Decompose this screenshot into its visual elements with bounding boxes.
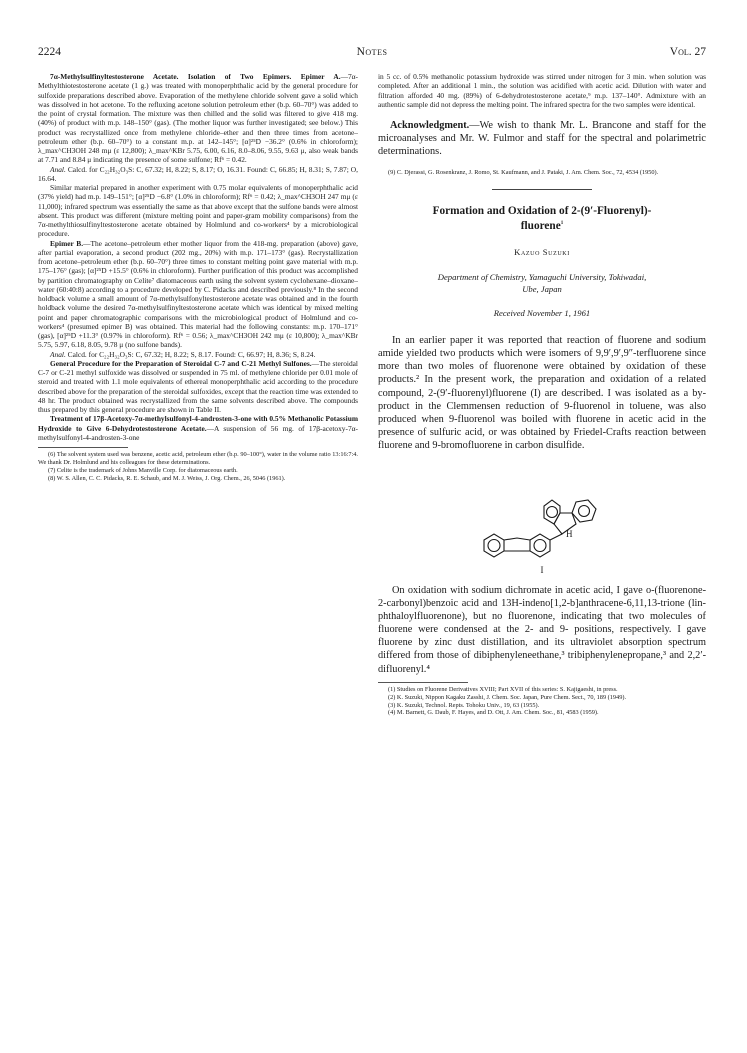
paragraph-epimer-a	[38, 72, 358, 165]
author: Kazuo Suzuki	[514, 246, 570, 257]
ack-heading: Acknowledgment.	[390, 120, 470, 131]
paragraph-epimer-b	[38, 239, 358, 350]
five-membered-ring	[554, 513, 576, 534]
footnote-9: (9) C. Djerassi, G. Rosenkranz, J. Romo, St. Kaufmann, and J. Pataki, J. Am. Chem. Soc., 72, 4534 (1950).	[388, 168, 659, 176]
left-column	[38, 72, 358, 483]
affiliation	[378, 271, 706, 295]
ack-text: —We wish to thank Mr. L. Brancone and staff for the microanalyses and Mr. W. Fulmor and staff for the spectral and polarimetric determinations.	[378, 120, 706, 158]
subheading-part: Isolation of Two Epimers. Epimer A.	[187, 72, 341, 81]
footnote-3: (3) K. Suzuki, Technol. Repts. Tohoku Univ., 19, 63 (1955).	[388, 701, 540, 709]
benzene-ring	[530, 534, 550, 557]
aromatic-circle	[488, 540, 500, 552]
anal-label: Anal.	[50, 164, 66, 174]
acknowledgment	[378, 119, 706, 159]
right-column	[378, 72, 706, 717]
paragraph-text: —The acetone–petroleum ether mother liquor from the 418-mg. preparation (above) gave, after partial evaporation, a second product (202 mg., 20%) with m.p. 171–173° (gas). Recrystallization from acetone–petroleum ether (b.p. 60–70°) three times to constant melting point gave material with m.p. 175–176° (gas); [α]²⁵D +15.5° (0.6% in chloroform). Further purification of this product was accomplished by partition chromatography on Celite⁷ diatomaceous earth using the solvent system cyclohexane–dioxane–water (60:40:8) according to a procedure developed by C. Pidacks and described previously.⁸ In the second holdback volume a small amount of 7α-methylsulfonyltestosterone acetate was obtained and in the fourth holdback volume the desired 7α-methylsulfinyltestosterone acetate which was identical by mixed melting point and paper chromatographic comparisons with the microbiological product of Holmlund and co-workers⁴ (presumed epimer B) was obtained. This material had the following constants: m.p. 170–171° (gas), [α]²⁵D +11.3° (0.97% in chloroform). Rf⁶ = 0.56; λ_max^CH3OH 242 mμ (ε 10,800); λ_max^KBr 5.75, 5.97, 6.18, 8.05, 9.78 μ (no sulfone bands).	[38, 238, 358, 350]
left-footnotes	[38, 447, 358, 483]
footnote-rule	[38, 447, 128, 448]
title-line-1: Formation and Oxidation of 2-(9′-Fluorenyl)-	[432, 204, 652, 217]
affiliation-line-1: Department of Chemistry, Yamaguchi University, Tokiwadai,	[437, 271, 647, 282]
article-separator	[492, 189, 592, 190]
anal-text: Calcd. for C₂₂H₃₂O₃S: C, 67.32; H, 8.22; S, 8.17. Found: C, 66.97; H, 8.36; S, 8.24.	[67, 349, 316, 359]
page-number: 2224	[38, 46, 61, 58]
right-footnotes	[378, 682, 706, 718]
right-footnote-9	[378, 169, 706, 177]
aromatic-circle	[547, 507, 558, 518]
affiliation-line-2: Ube, Japan	[522, 283, 562, 294]
aromatic-circle	[534, 540, 546, 552]
anal-label: Anal.	[50, 349, 66, 359]
footnote-6: (6) The solvent system used was benzene, acetic acid, petroleum ether (b.p. 90–100°), water in the volume ratio 13:16:7:4. We thank Dr. Holmlund and his colleagues for these determinations.	[38, 451, 358, 466]
title-footnote-mark: 1	[560, 220, 564, 226]
paragraph-text: —A suspension of 56 mg. of 17β-acetoxy-7α-methylsulfonyl-4-androsten-3-one	[38, 423, 358, 442]
benzene-ring	[572, 500, 596, 522]
body-paragraph-2: On oxidation with sodium dichromate in acetic acid, I gave o-(fluorenone-2-carbonyl)benzoic acid and 13H-indeno[1,2-b]anthracene-6,11,13-trione (lin-phthaloylfluorenone), but no fluorenone, indicating that two molecules of fluorene were condensed at the 2- and 9- positions, respectively. I gave fluorene by zinc dust distillation, and its ultraviolet absorption spectrum differed from those of dibiphenyleneethane,³ tribiphenylenepropane,³ and 2,2′-difluorenyl.⁴	[378, 584, 706, 675]
body-paragraph-1: In an earlier paper it was reported that reaction of fluorene and sodium amide yielded two products which were isomers of 9,9′,9′,9″-terfluorene since more than two moles of fluorenone were obtained by oxidation of these products.² In the present work, the preparation and oxidation of a related compound, 2-(9′-fluorenyl)fluorene (I) are described. I was isolated as a by-product in the Clemmensen reduction of 9-fluorenol in toluene, was also produced when 9-fluorenol was boiled with fluorene in acetic acid in the presence of sulfuric acid, or was obtained by Friedel-Crafts reaction between fluorene and 9-bromofluorene in carbon disulfide.	[378, 335, 706, 452]
bond	[550, 534, 562, 540]
article-title	[378, 204, 706, 234]
received-date: Received November 1, 1961	[493, 307, 591, 318]
structure-diagram	[472, 462, 612, 564]
paragraph-treatment	[38, 414, 358, 442]
paragraph-continued: in 5 cc. of 0.5% methanolic potassium hydroxide was stirred under nitrogen for 3 min. when solution was completed. After an additional 1 min., the solution was acidified with acetic acid. Dilution with water and filtration afforded 40 mg. (89%) of 6-dehydrotestosterone acetate,⁹ m.p. 137–140°. Admixture with an authentic sample did not depress the melting point. The infrared spectra for the two samples were identical.	[378, 72, 706, 109]
volume-number: Vol. 27	[669, 46, 706, 58]
anal-text: Calcd. for C₂₂H₃₂O₃S: C, 67.32; H, 8.22; S, 8.17; O, 16.31. Found: C, 66.85; H, 8.31; S, 7.87; O, 16.64.	[38, 164, 358, 183]
footnote-rule	[378, 682, 468, 683]
title-line-2: fluorene	[520, 219, 561, 232]
footnote-8: (8) W. S. Allen, C. C. Pidacks, R. E. Schaub, and M. J. Weiss, J. Org. Chem., 26, 5046 (1961).	[48, 474, 286, 482]
compound-label: I	[540, 565, 544, 576]
paragraph-text: —7α-Methylthiotestosterone acetate (1 g.) was treated with monoperphthalic acid by the general procedure for sulfoxide preparations described above. Evaporation of the methylene chloride solvent gave a solid which was dissolved in hot acetone. To the refluxing acetone solution petroleum ether (b.p. 60–70°) was added to the point of crystal formation. The mixture was then chilled and the solid was filtered to give 418 mg. (40%) of product with m.p. 148–150° (gas). (The mother liquor was further investigated; see below.) This product was recrystallized once from methylene chloride–ether and then three times from acetone–petroleum ether (b.p. 60–70°) to a constant m.p. at 142–145°; [α]²⁵D −36.2° (0.6% in chloroform); λ_max^CH3OH 248 mμ (ε 12,800); λ_max^KBr 5.75, 6.00, 6.16, 8.0–8.06, 9.55, 9.63 μ, also weak bands at 7.71 and 8.84 μ indicating the presence of some sulfone; Rf⁶ = 0.42.	[38, 72, 358, 165]
paragraph-text: —The steroidal C-7 or C-21 methyl sulfoxide was dissolved or suspended in 75 ml. of methylene chloride per 0.01 mole of steroid and treated with 1.1 mole equivalents of ethereal monoperphthalic acid according to the procedure described above for the preparation of the steroidal sulfoxides, except that the reaction time was extended to 48 hr. The product obtained was recrystallized from the same solvents described above. The compounds thus prepared by this general procedure are shown in Table II.	[38, 358, 358, 414]
article-body-2	[378, 584, 706, 676]
running-header	[38, 46, 706, 62]
subheading: Treatment of 17β-Acetoxy-7α-methylsulfonyl-4-androsten-3-one with 0.5% Methanolic Potassium Hydroxide to Give 6-Dehydrotestosterone Acetate.	[38, 414, 358, 433]
analysis-2	[38, 350, 358, 359]
paragraph-similar: Similar material prepared in another experiment with 0.75 molar equivalents of monoperphthalic acid (37% yield) had m.p. 149–151°; [α]²⁵D −6.8° (1.0% in chloroform); Rf⁶ = 0.42; λ_max^CH3OH 247 mμ (ε 11,000); infrared spectrum was essentially the same as that above except that the sulfone bands were almost absent. This product was different (mixture melting point and paper-gram mobility comparisons) from the 7α-methylthiosulfinyltestosterone acetate obtained by Holmlund and co-workers⁴ by a microbiological procedure.	[38, 183, 358, 239]
subheading: 7α-Methylsulfinyltestosterone Acetate.	[50, 72, 179, 81]
section-name: Notes	[356, 46, 388, 58]
benzene-ring	[484, 534, 504, 557]
analysis-1	[38, 165, 358, 184]
footnote-4: (4) M. Barnett, G. Daub, F. Hayes, and D. Ott, J. Am. Chem. Soc., 81, 4583 (1959).	[388, 709, 599, 717]
hydrogen-label: H	[566, 529, 573, 540]
footnote-7: (7) Celite is the trademark of Johns Manville Corp. for diatomaceous earth.	[48, 466, 238, 474]
footnote-2: (2) K. Suzuki, Nippon Kagaku Zasshi, J. Chem. Soc. Japan, Pure Chem. Sect., 70, 189 (1949).	[388, 693, 627, 701]
subheading: Epimer B.	[50, 238, 84, 248]
subheading: General Procedure for the Preparation of Steroidal C-7 and C-21 Methyl Sulfones.	[50, 358, 312, 368]
article-body	[378, 334, 706, 452]
paragraph-general-procedure	[38, 359, 358, 415]
footnote-1: (1) Studies on Fluorene Derivatives XVIII; Part XVII of this series: S. Kajigaeshi, in press.	[388, 685, 618, 693]
bond	[504, 538, 530, 540]
aromatic-circle	[579, 506, 590, 517]
